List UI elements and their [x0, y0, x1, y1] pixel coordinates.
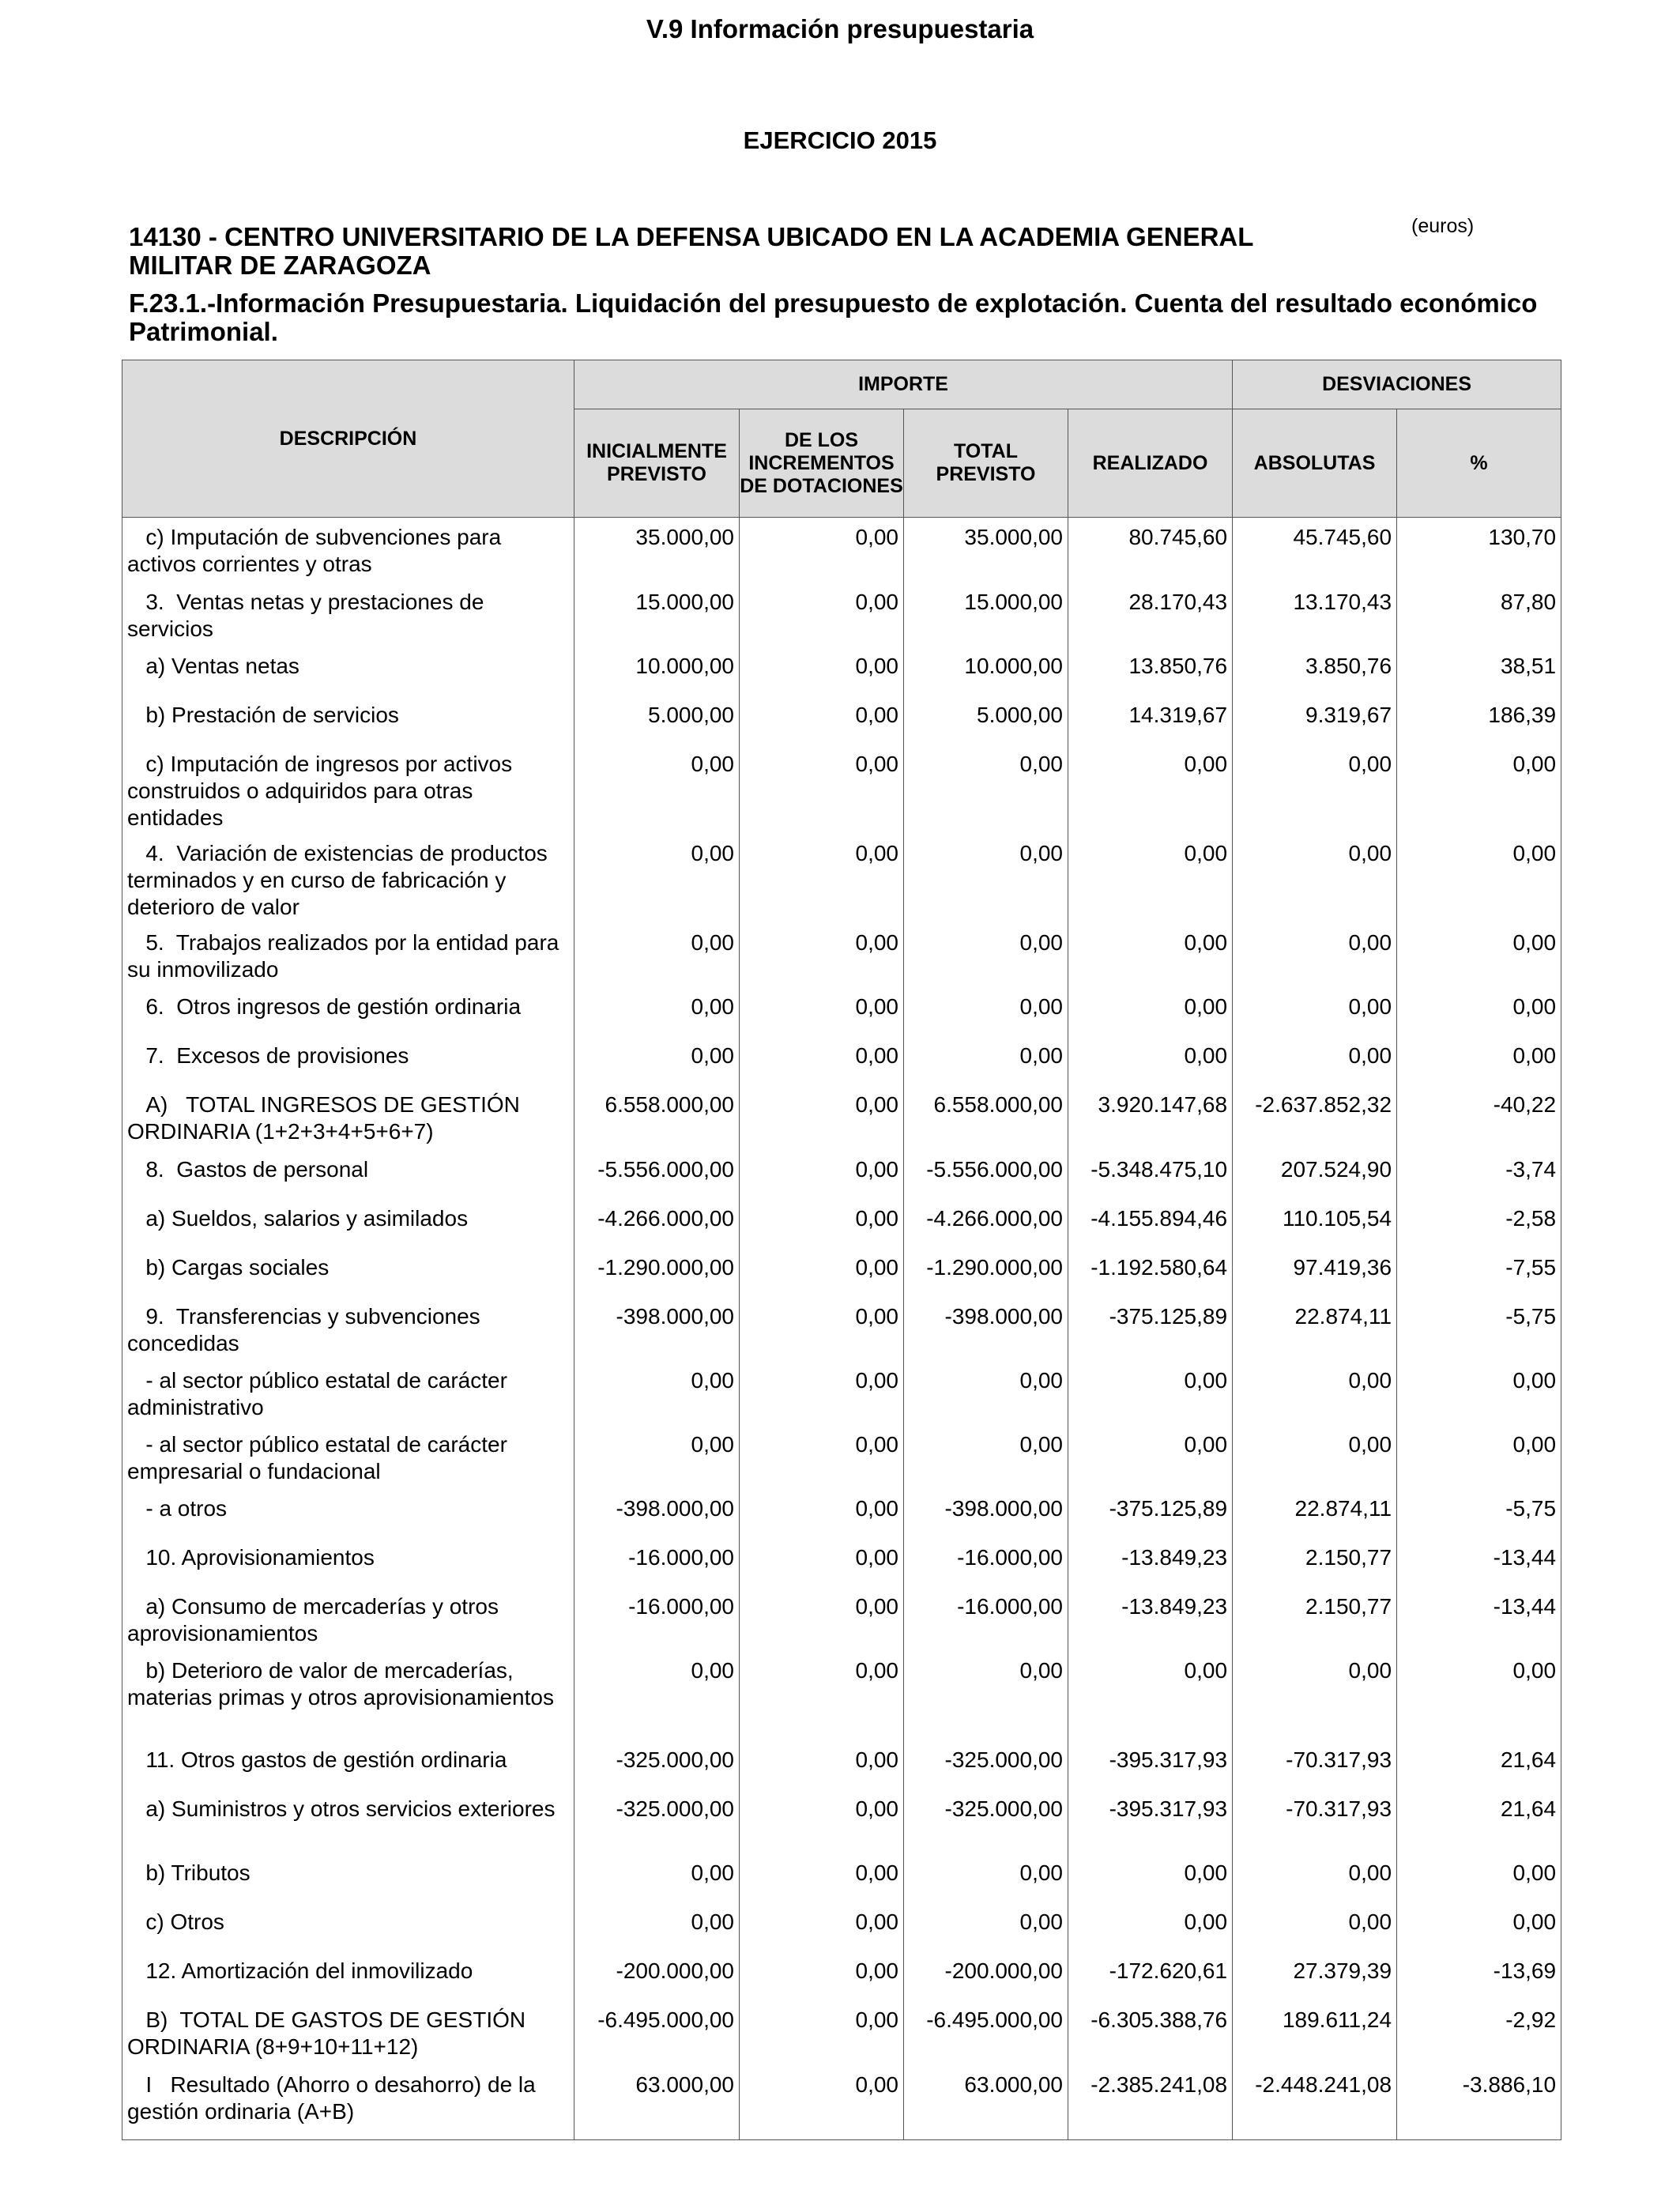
cell-porcentaje: 0,00	[1397, 834, 1561, 923]
cell-incrementos: 0,00	[740, 1587, 904, 1651]
cell-absolutas: 189.611,24	[1233, 2000, 1397, 2065]
cell-inicialmente-previsto: -200.000,00	[574, 1951, 740, 2000]
table-row	[122, 1199, 1561, 1248]
cell-total-previsto: 0,00	[904, 1853, 1068, 1902]
cell-inicialmente-previsto: 35.000,00	[574, 518, 740, 582]
cell-descripcion: a) Suministros y otros servicios exteriores	[122, 1789, 574, 1853]
cell-realizado: 28.170,43	[1068, 582, 1233, 647]
cell-descripcion: 9. Transferencias y subvenciones concedidas	[122, 1297, 574, 1361]
cell-descripcion: - al sector público estatal de carácter empresarial o fundacional	[122, 1425, 574, 1489]
cell-porcentaje: 0,00	[1397, 1853, 1561, 1902]
cell-incrementos: 0,00	[740, 2000, 904, 2065]
cell-porcentaje: 0,00	[1397, 987, 1561, 1036]
cell-absolutas: 2.150,77	[1233, 1587, 1397, 1651]
cell-realizado: 0,00	[1068, 745, 1233, 834]
cell-inicialmente-previsto: -5.556.000,00	[574, 1150, 740, 1199]
cell-total-previsto: -6.495.000,00	[904, 2000, 1068, 2065]
table-row	[122, 1651, 1561, 1740]
cell-inicialmente-previsto: -4.266.000,00	[574, 1199, 740, 1248]
cell-inicialmente-previsto: -16.000,00	[574, 1538, 740, 1587]
cell-inicialmente-previsto: -398.000,00	[574, 1489, 740, 1538]
budget-table	[122, 360, 1561, 2140]
cell-total-previsto: -398.000,00	[904, 1489, 1068, 1538]
cell-realizado: -13.849,23	[1068, 1587, 1233, 1651]
table-row	[122, 2065, 1561, 2140]
cell-absolutas: 0,00	[1233, 987, 1397, 1036]
cell-inicialmente-previsto: -6.495.000,00	[574, 2000, 740, 2065]
cell-incrementos: 0,00	[740, 696, 904, 745]
cell-porcentaje: -5,75	[1397, 1297, 1561, 1361]
cell-porcentaje: 0,00	[1397, 1425, 1561, 1489]
cell-inicialmente-previsto: 0,00	[574, 1651, 740, 1740]
table-row	[122, 1150, 1561, 1199]
cell-incrementos: 0,00	[740, 745, 904, 834]
cell-realizado: -2.385.241,08	[1068, 2065, 1233, 2140]
cell-total-previsto: 35.000,00	[904, 518, 1068, 582]
cell-porcentaje: 21,64	[1397, 1740, 1561, 1789]
table-row	[122, 2000, 1561, 2065]
cell-absolutas: 110.105,54	[1233, 1199, 1397, 1248]
cell-porcentaje: -13,69	[1397, 1951, 1561, 2000]
cell-total-previsto: 15.000,00	[904, 582, 1068, 647]
cell-descripcion: 10. Aprovisionamientos	[122, 1538, 574, 1587]
cell-total-previsto: -200.000,00	[904, 1951, 1068, 2000]
cell-descripcion: 8. Gastos de personal	[122, 1150, 574, 1199]
cell-absolutas: 3.850,76	[1233, 647, 1397, 696]
cell-total-previsto: 0,00	[904, 745, 1068, 834]
cell-incrementos: 0,00	[740, 1297, 904, 1361]
table-row	[122, 582, 1561, 647]
entity-title: 14130 - CENTRO UNIVERSITARIO DE LA DEFENSA UBICADO EN LA ACADEMIA GENERAL MILITAR DE ZARAGOZA	[129, 222, 1253, 280]
table-row	[122, 745, 1561, 834]
cell-absolutas: 0,00	[1233, 1361, 1397, 1425]
cell-realizado: 0,00	[1068, 1651, 1233, 1740]
cell-porcentaje: -5,75	[1397, 1489, 1561, 1538]
page-title: V.9 Información presupuestaria	[646, 14, 1034, 43]
header-importe: IMPORTE	[574, 360, 1233, 409]
cell-porcentaje: 21,64	[1397, 1789, 1561, 1853]
cell-incrementos: 0,00	[740, 1902, 904, 1951]
cell-incrementos: 0,00	[740, 647, 904, 696]
cell-total-previsto: -325.000,00	[904, 1789, 1068, 1853]
cell-descripcion: c) Otros	[122, 1902, 574, 1951]
cell-incrementos: 0,00	[740, 834, 904, 923]
header-descripcion: DESCRIPCIÓN	[122, 360, 574, 518]
cell-incrementos: 0,00	[740, 2065, 904, 2140]
table-row	[122, 1740, 1561, 1789]
exercise-title: EJERCICIO 2015	[743, 126, 937, 154]
cell-incrementos: 0,00	[740, 1538, 904, 1587]
header-inicialmente-previsto: INICIALMENTE PREVISTO	[574, 409, 740, 518]
cell-descripcion: a) Sueldos, salarios y asimilados	[122, 1199, 574, 1248]
cell-descripcion: 11. Otros gastos de gestión ordinaria	[122, 1740, 574, 1789]
cell-porcentaje: -40,22	[1397, 1085, 1561, 1150]
header-realizado: REALIZADO	[1068, 409, 1233, 518]
cell-inicialmente-previsto: -325.000,00	[574, 1789, 740, 1853]
cell-absolutas: -2.637.852,32	[1233, 1085, 1397, 1150]
cell-realizado: 0,00	[1068, 1036, 1233, 1085]
header-absolutas: ABSOLUTAS	[1233, 409, 1397, 518]
cell-realizado: -1.192.580,64	[1068, 1248, 1233, 1297]
cell-realizado: 0,00	[1068, 834, 1233, 923]
cell-inicialmente-previsto: 0,00	[574, 745, 740, 834]
table-row	[122, 834, 1561, 923]
cell-incrementos: 0,00	[740, 1789, 904, 1853]
cell-descripcion: 12. Amortización del inmovilizado	[122, 1951, 574, 2000]
cell-absolutas: 9.319,67	[1233, 696, 1397, 745]
cell-total-previsto: 6.558.000,00	[904, 1085, 1068, 1150]
cell-porcentaje: -2,58	[1397, 1199, 1561, 1248]
cell-inicialmente-previsto: 5.000,00	[574, 696, 740, 745]
cell-total-previsto: 0,00	[904, 1036, 1068, 1085]
table-row	[122, 696, 1561, 745]
cell-absolutas: -2.448.241,08	[1233, 2065, 1397, 2140]
cell-inicialmente-previsto: 10.000,00	[574, 647, 740, 696]
cell-porcentaje: 0,00	[1397, 745, 1561, 834]
cell-total-previsto: 0,00	[904, 987, 1068, 1036]
table-row	[122, 1853, 1561, 1902]
cell-descripcion: - a otros	[122, 1489, 574, 1538]
cell-incrementos: 0,00	[740, 1853, 904, 1902]
cell-absolutas: 13.170,43	[1233, 582, 1397, 647]
cell-incrementos: 0,00	[740, 1036, 904, 1085]
table-row	[122, 1489, 1561, 1538]
header-total-previsto: TOTAL PREVISTO	[904, 409, 1068, 518]
cell-incrementos: 0,00	[740, 1425, 904, 1489]
table-row	[122, 1036, 1561, 1085]
cell-absolutas: 207.524,90	[1233, 1150, 1397, 1199]
header-porcentaje: %	[1397, 409, 1561, 518]
cell-total-previsto: -398.000,00	[904, 1297, 1068, 1361]
table-body	[122, 518, 1561, 2140]
cell-incrementos: 0,00	[740, 1150, 904, 1199]
header-incrementos: DE LOS INCREMENTOS DE DOTACIONES	[740, 409, 904, 518]
table-row	[122, 1789, 1561, 1853]
cell-realizado: 0,00	[1068, 923, 1233, 987]
cell-absolutas: 27.379,39	[1233, 1951, 1397, 2000]
cell-inicialmente-previsto: 15.000,00	[574, 582, 740, 647]
cell-inicialmente-previsto: 63.000,00	[574, 2065, 740, 2140]
cell-descripcion: I Resultado (Ahorro o desahorro) de la gestión ordinaria (A+B)	[122, 2065, 574, 2140]
cell-inicialmente-previsto: -325.000,00	[574, 1740, 740, 1789]
cell-inicialmente-previsto: -16.000,00	[574, 1587, 740, 1651]
cell-descripcion: 5. Trabajos realizados por la entidad para su inmovilizado	[122, 923, 574, 987]
cell-realizado: -375.125,89	[1068, 1489, 1233, 1538]
cell-absolutas: 0,00	[1233, 1853, 1397, 1902]
cell-descripcion: b) Tributos	[122, 1853, 574, 1902]
cell-total-previsto: 0,00	[904, 1361, 1068, 1425]
cell-porcentaje: -13,44	[1397, 1587, 1561, 1651]
cell-absolutas: -70.317,93	[1233, 1789, 1397, 1853]
cell-inicialmente-previsto: -1.290.000,00	[574, 1248, 740, 1297]
cell-total-previsto: 63.000,00	[904, 2065, 1068, 2140]
cell-porcentaje: 0,00	[1397, 1036, 1561, 1085]
cell-absolutas: -70.317,93	[1233, 1740, 1397, 1789]
cell-porcentaje: -7,55	[1397, 1248, 1561, 1297]
cell-incrementos: 0,00	[740, 1651, 904, 1740]
cell-realizado: -4.155.894,46	[1068, 1199, 1233, 1248]
cell-porcentaje: 0,00	[1397, 1651, 1561, 1740]
cell-incrementos: 0,00	[740, 923, 904, 987]
cell-incrementos: 0,00	[740, 1199, 904, 1248]
cell-realizado: 0,00	[1068, 1853, 1233, 1902]
cell-absolutas: 0,00	[1233, 1036, 1397, 1085]
cell-total-previsto: -1.290.000,00	[904, 1248, 1068, 1297]
table-row	[122, 1425, 1561, 1489]
cell-porcentaje: 0,00	[1397, 1902, 1561, 1951]
cell-realizado: 0,00	[1068, 1361, 1233, 1425]
cell-realizado: 14.319,67	[1068, 696, 1233, 745]
cell-descripcion: b) Deterioro de valor de mercaderías, materias primas y otros aprovisionamientos	[122, 1651, 574, 1740]
cell-total-previsto: -16.000,00	[904, 1587, 1068, 1651]
table-row	[122, 1587, 1561, 1651]
table-row	[122, 1951, 1561, 2000]
cell-total-previsto: -5.556.000,00	[904, 1150, 1068, 1199]
cell-total-previsto: 0,00	[904, 1651, 1068, 1740]
cell-incrementos: 0,00	[740, 987, 904, 1036]
table-row	[122, 1297, 1561, 1361]
cell-porcentaje: 87,80	[1397, 582, 1561, 647]
cell-total-previsto: -4.266.000,00	[904, 1199, 1068, 1248]
cell-total-previsto: 5.000,00	[904, 696, 1068, 745]
cell-porcentaje: 0,00	[1397, 1361, 1561, 1425]
cell-realizado: 80.745,60	[1068, 518, 1233, 582]
cell-realizado: -375.125,89	[1068, 1297, 1233, 1361]
cell-porcentaje: 186,39	[1397, 696, 1561, 745]
cell-descripcion: c) Imputación de subvenciones para activos corrientes y otras	[122, 518, 574, 582]
cell-porcentaje: 38,51	[1397, 647, 1561, 696]
cell-realizado: 0,00	[1068, 1902, 1233, 1951]
cell-inicialmente-previsto: 0,00	[574, 923, 740, 987]
cell-absolutas: 0,00	[1233, 1902, 1397, 1951]
cell-realizado: 3.920.147,68	[1068, 1085, 1233, 1150]
cell-inicialmente-previsto: 6.558.000,00	[574, 1085, 740, 1150]
cell-absolutas: 22.874,11	[1233, 1297, 1397, 1361]
header-desviaciones: DESVIACIONES	[1233, 360, 1561, 409]
table-row	[122, 1248, 1561, 1297]
cell-descripcion: a) Ventas netas	[122, 647, 574, 696]
cell-total-previsto: 0,00	[904, 1902, 1068, 1951]
cell-total-previsto: 0,00	[904, 834, 1068, 923]
currency-note: (euros)	[1411, 215, 1475, 237]
cell-total-previsto: 10.000,00	[904, 647, 1068, 696]
cell-inicialmente-previsto: 0,00	[574, 1361, 740, 1425]
cell-realizado: -395.317,93	[1068, 1789, 1233, 1853]
cell-absolutas: 97.419,36	[1233, 1248, 1397, 1297]
cell-inicialmente-previsto: 0,00	[574, 987, 740, 1036]
cell-incrementos: 0,00	[740, 1361, 904, 1425]
cell-realizado: -13.849,23	[1068, 1538, 1233, 1587]
cell-descripcion: a) Consumo de mercaderías y otros aprovisionamientos	[122, 1587, 574, 1651]
table-row	[122, 1538, 1561, 1587]
cell-inicialmente-previsto: -398.000,00	[574, 1297, 740, 1361]
cell-incrementos: 0,00	[740, 1085, 904, 1150]
cell-inicialmente-previsto: 0,00	[574, 1902, 740, 1951]
cell-absolutas: 2.150,77	[1233, 1538, 1397, 1587]
cell-descripcion: A) TOTAL INGRESOS DE GESTIÓN ORDINARIA (1+2+3+4+5+6+7)	[122, 1085, 574, 1150]
cell-porcentaje: 0,00	[1397, 923, 1561, 987]
cell-descripcion: b) Cargas sociales	[122, 1248, 574, 1297]
cell-realizado: -6.305.388,76	[1068, 2000, 1233, 2065]
cell-incrementos: 0,00	[740, 1248, 904, 1297]
cell-inicialmente-previsto: 0,00	[574, 1853, 740, 1902]
cell-realizado: -172.620,61	[1068, 1951, 1233, 2000]
cell-incrementos: 0,00	[740, 582, 904, 647]
cell-absolutas: 0,00	[1233, 1425, 1397, 1489]
cell-descripcion: 7. Excesos de provisiones	[122, 1036, 574, 1085]
cell-realizado: 0,00	[1068, 987, 1233, 1036]
cell-inicialmente-previsto: 0,00	[574, 1425, 740, 1489]
cell-porcentaje: -13,44	[1397, 1538, 1561, 1587]
cell-absolutas: 45.745,60	[1233, 518, 1397, 582]
cell-realizado: -395.317,93	[1068, 1740, 1233, 1789]
cell-total-previsto: -325.000,00	[904, 1740, 1068, 1789]
table-row	[122, 987, 1561, 1036]
cell-incrementos: 0,00	[740, 1951, 904, 2000]
table-row	[122, 1085, 1561, 1150]
cell-realizado: -5.348.475,10	[1068, 1150, 1233, 1199]
cell-absolutas: 0,00	[1233, 745, 1397, 834]
cell-absolutas: 22.874,11	[1233, 1489, 1397, 1538]
cell-absolutas: 0,00	[1233, 1651, 1397, 1740]
cell-descripcion: B) TOTAL DE GASTOS DE GESTIÓN ORDINARIA (8+9+10+11+12)	[122, 2000, 574, 2065]
cell-descripcion: 6. Otros ingresos de gestión ordinaria	[122, 987, 574, 1036]
cell-total-previsto: -16.000,00	[904, 1538, 1068, 1587]
cell-descripcion: 4. Variación de existencias de productos terminados y en curso de fabricación y deterioro de valor	[122, 834, 574, 923]
cell-incrementos: 0,00	[740, 518, 904, 582]
cell-porcentaje: -2,92	[1397, 2000, 1561, 2065]
cell-absolutas: 0,00	[1233, 834, 1397, 923]
table-row	[122, 518, 1561, 582]
cell-inicialmente-previsto: 0,00	[574, 1036, 740, 1085]
cell-inicialmente-previsto: 0,00	[574, 834, 740, 923]
cell-realizado: 0,00	[1068, 1425, 1233, 1489]
cell-absolutas: 0,00	[1233, 923, 1397, 987]
table-row	[122, 923, 1561, 987]
cell-realizado: 13.850,76	[1068, 647, 1233, 696]
cell-incrementos: 0,00	[740, 1740, 904, 1789]
cell-incrementos: 0,00	[740, 1489, 904, 1538]
report-title: F.23.1.-Información Presupuestaria. Liquidación del presupuesto de explotación. Cuenta del resultado económico Patrimonial.	[129, 288, 1538, 346]
cell-descripcion: - al sector público estatal de carácter administrativo	[122, 1361, 574, 1425]
cell-descripcion: c) Imputación de ingresos por activos construidos o adquiridos para otras entidades	[122, 745, 574, 834]
cell-porcentaje: -3.886,10	[1397, 2065, 1561, 2140]
cell-descripcion: 3. Ventas netas y prestaciones de servicios	[122, 582, 574, 647]
cell-porcentaje: -3,74	[1397, 1150, 1561, 1199]
cell-total-previsto: 0,00	[904, 923, 1068, 987]
table-row	[122, 1361, 1561, 1425]
table-row	[122, 1902, 1561, 1951]
table-row	[122, 647, 1561, 696]
cell-porcentaje: 130,70	[1397, 518, 1561, 582]
cell-total-previsto: 0,00	[904, 1425, 1068, 1489]
cell-descripcion: b) Prestación de servicios	[122, 696, 574, 745]
